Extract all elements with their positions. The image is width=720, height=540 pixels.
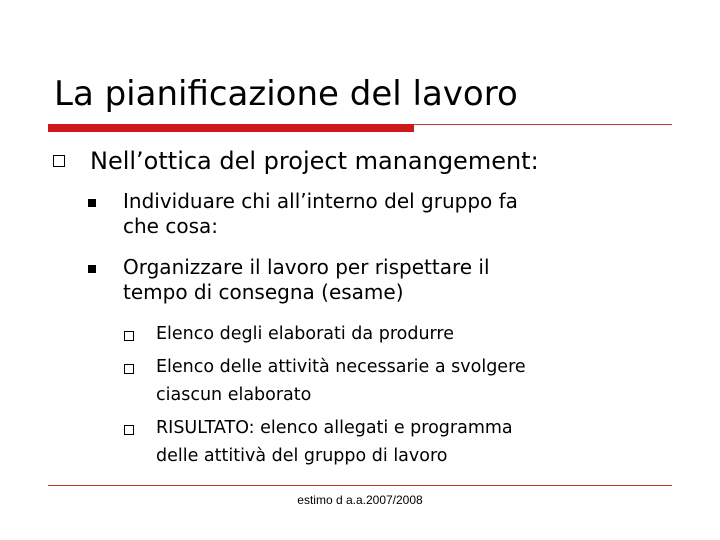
sub-sub-bullet-text-line: ciascun elaborato: [156, 385, 312, 405]
filled-square-bullet-icon: [88, 199, 96, 207]
sub-sub-bullet-text-line: Elenco delle attività necessarie a svolgere: [156, 357, 526, 377]
sub-bullet-text-line: che cosa:: [123, 214, 218, 238]
sub-sub-bullet-text-line: Elenco degli elaborati da produrre: [156, 324, 454, 344]
hollow-square-bullet-icon: [124, 331, 134, 341]
footer-divider: [48, 485, 672, 486]
title-accent-bar: [48, 124, 414, 132]
sub-bullet-text-line: Individuare chi all’interno del gruppo fa: [123, 189, 518, 213]
slide-footer: estimo d a.a.2007/2008: [297, 493, 423, 507]
sub-sub-bullet-text-line: RISULTATO: elenco allegati e programma: [156, 418, 513, 438]
sub-bullet-text-line: Organizzare il lavoro per rispettare il: [123, 255, 490, 279]
sub-bullet-text-line: tempo di consegna (esame): [123, 280, 404, 304]
slide-title: La pianificazione del lavoro: [54, 74, 518, 114]
sub-sub-bullet-text-line: delle attitivà del gruppo di lavoro: [156, 446, 448, 466]
hollow-square-bullet-icon: [124, 425, 134, 435]
bullet-text: Nell’ottica del project manangement:: [90, 147, 539, 175]
hollow-square-bullet-icon: [124, 364, 134, 374]
hollow-square-bullet-icon: [53, 155, 65, 167]
filled-square-bullet-icon: [88, 265, 96, 273]
